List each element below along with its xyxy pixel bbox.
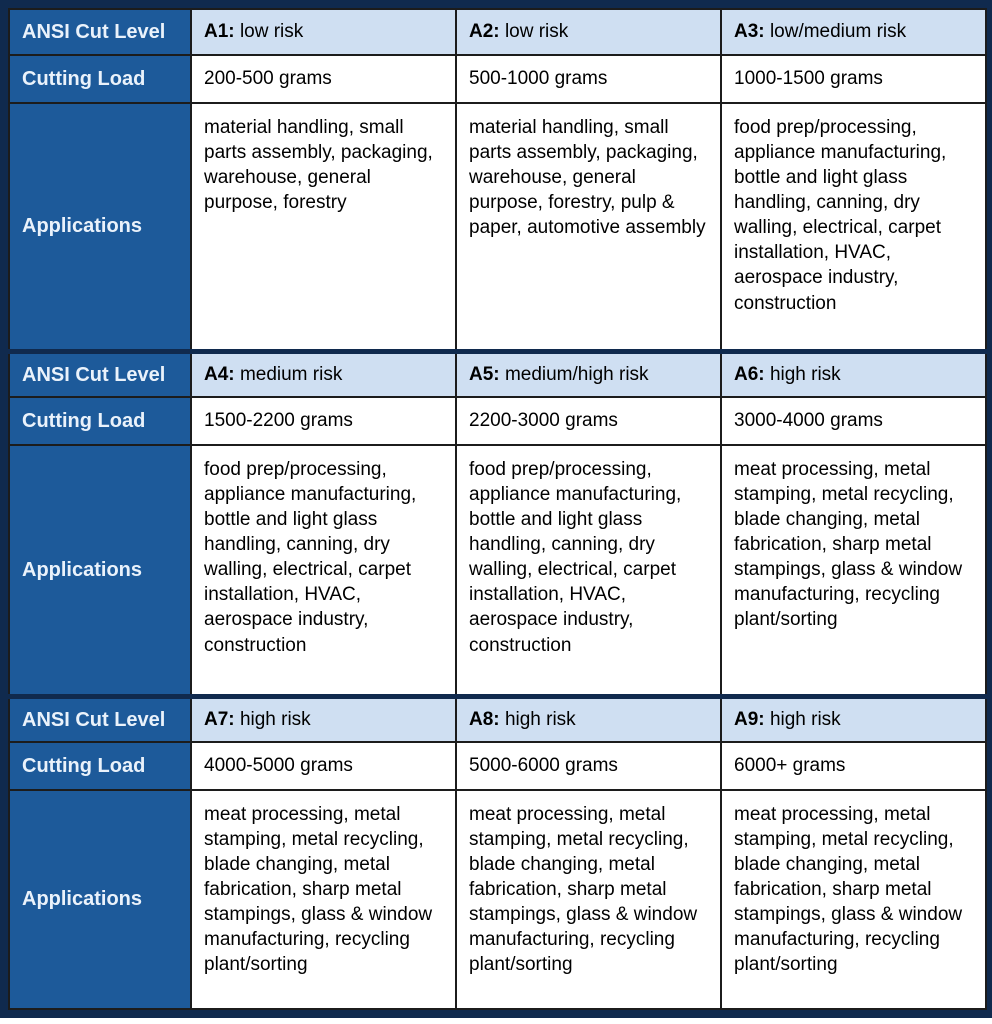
cutting-load-cell-a3: 1000-1500 grams <box>721 55 986 103</box>
band2-load-row <box>9 397 986 445</box>
cutting-load-cell-a9: 6000+ grams <box>721 742 986 790</box>
ansi-cut-level-table <box>8 8 987 1010</box>
row-header-cutting-load: Cutting Load <box>9 397 191 445</box>
applications-cell-a6: meat processing, metal stamping, metal recycling, blade changing, metal fabrication, sharp metal stampings, glass & window manufacturing, recycling plant/sorting <box>721 445 986 696</box>
applications-cell-a3: food prep/processing, appliance manufacturing, bottle and light glass handling, canning, dry walling, electrical, carpet installation, HVAC, aerospace industry, construction <box>721 103 986 351</box>
band1-level-row <box>9 9 986 55</box>
risk-label: low risk <box>239 21 304 43</box>
level-code: A9: <box>734 709 765 731</box>
applications-cell-a5: food prep/processing, appliance manufacturing, bottle and light glass handling, canning, dry walling, electrical, carpet installation, HVAC, aerospace industry, construction <box>456 445 721 696</box>
risk-label: low risk <box>504 21 569 43</box>
applications-cell-a7: meat processing, metal stamping, metal recycling, blade changing, metal fabrication, sharp metal stampings, glass & window manufacturing, recycling plant/sorting <box>191 790 456 1009</box>
level-code: A8: <box>469 709 500 731</box>
band3-applications-row <box>9 790 986 1009</box>
band1-load-row <box>9 55 986 103</box>
risk-label: medium risk <box>239 364 343 386</box>
ansi-level-cell-a5 <box>456 351 721 397</box>
cutting-load-cell-a8: 5000-6000 grams <box>456 742 721 790</box>
band3-load-row <box>9 742 986 790</box>
cutting-load-cell-a2: 500-1000 grams <box>456 55 721 103</box>
row-header-ansi-cut-level: ANSI Cut Level <box>9 9 191 55</box>
risk-label: high risk <box>769 364 841 386</box>
cutting-load-cell-a1: 200-500 grams <box>191 55 456 103</box>
ansi-level-cell-a6 <box>721 351 986 397</box>
band2-level-row <box>9 351 986 397</box>
level-code: A6: <box>734 364 765 386</box>
row-header-applications: Applications <box>9 445 191 696</box>
level-code: A3: <box>734 21 765 43</box>
level-code: A2: <box>469 21 500 43</box>
ansi-level-cell-a8 <box>456 696 721 742</box>
applications-cell-a2: material handling, small parts assembly, packaging, warehouse, general purpose, forestry, pulp & paper, automotive assembly <box>456 103 721 351</box>
ansi-level-cell-a4 <box>191 351 456 397</box>
risk-label: high risk <box>504 709 576 731</box>
row-header-cutting-load: Cutting Load <box>9 742 191 790</box>
ansi-level-cell-a2 <box>456 9 721 55</box>
ansi-level-cell-a9 <box>721 696 986 742</box>
level-code: A1: <box>204 21 235 43</box>
ansi-level-cell-a7 <box>191 696 456 742</box>
cutting-load-cell-a4: 1500-2200 grams <box>191 397 456 445</box>
level-code: A7: <box>204 709 235 731</box>
ansi-level-cell-a1 <box>191 9 456 55</box>
cutting-load-cell-a7: 4000-5000 grams <box>191 742 456 790</box>
level-code: A5: <box>469 364 500 386</box>
ansi-level-cell-a3 <box>721 9 986 55</box>
cutting-load-cell-a5: 2200-3000 grams <box>456 397 721 445</box>
row-header-applications: Applications <box>9 103 191 351</box>
applications-cell-a1: material handling, small parts assembly, packaging, warehouse, general purpose, forestry <box>191 103 456 351</box>
band3-level-row <box>9 696 986 742</box>
applications-cell-a9: meat processing, metal stamping, metal recycling, blade changing, metal fabrication, sharp metal stampings, glass & window manufacturing, recycling plant/sorting <box>721 790 986 1009</box>
applications-cell-a4: food prep/processing, appliance manufacturing, bottle and light glass handling, canning, dry walling, electrical, carpet installation, HVAC, aerospace industry, construction <box>191 445 456 696</box>
cutting-load-cell-a6: 3000-4000 grams <box>721 397 986 445</box>
row-header-ansi-cut-level: ANSI Cut Level <box>9 351 191 397</box>
risk-label: high risk <box>769 709 841 731</box>
band2-applications-row <box>9 445 986 696</box>
risk-label: high risk <box>239 709 311 731</box>
risk-label: medium/high risk <box>504 364 649 386</box>
applications-cell-a8: meat processing, metal stamping, metal recycling, blade changing, metal fabrication, sharp metal stampings, glass & window manufacturing, recycling plant/sorting <box>456 790 721 1009</box>
level-code: A4: <box>204 364 235 386</box>
row-header-applications: Applications <box>9 790 191 1009</box>
band1-applications-row <box>9 103 986 351</box>
row-header-cutting-load: Cutting Load <box>9 55 191 103</box>
row-header-ansi-cut-level: ANSI Cut Level <box>9 696 191 742</box>
risk-label: low/medium risk <box>769 21 907 43</box>
